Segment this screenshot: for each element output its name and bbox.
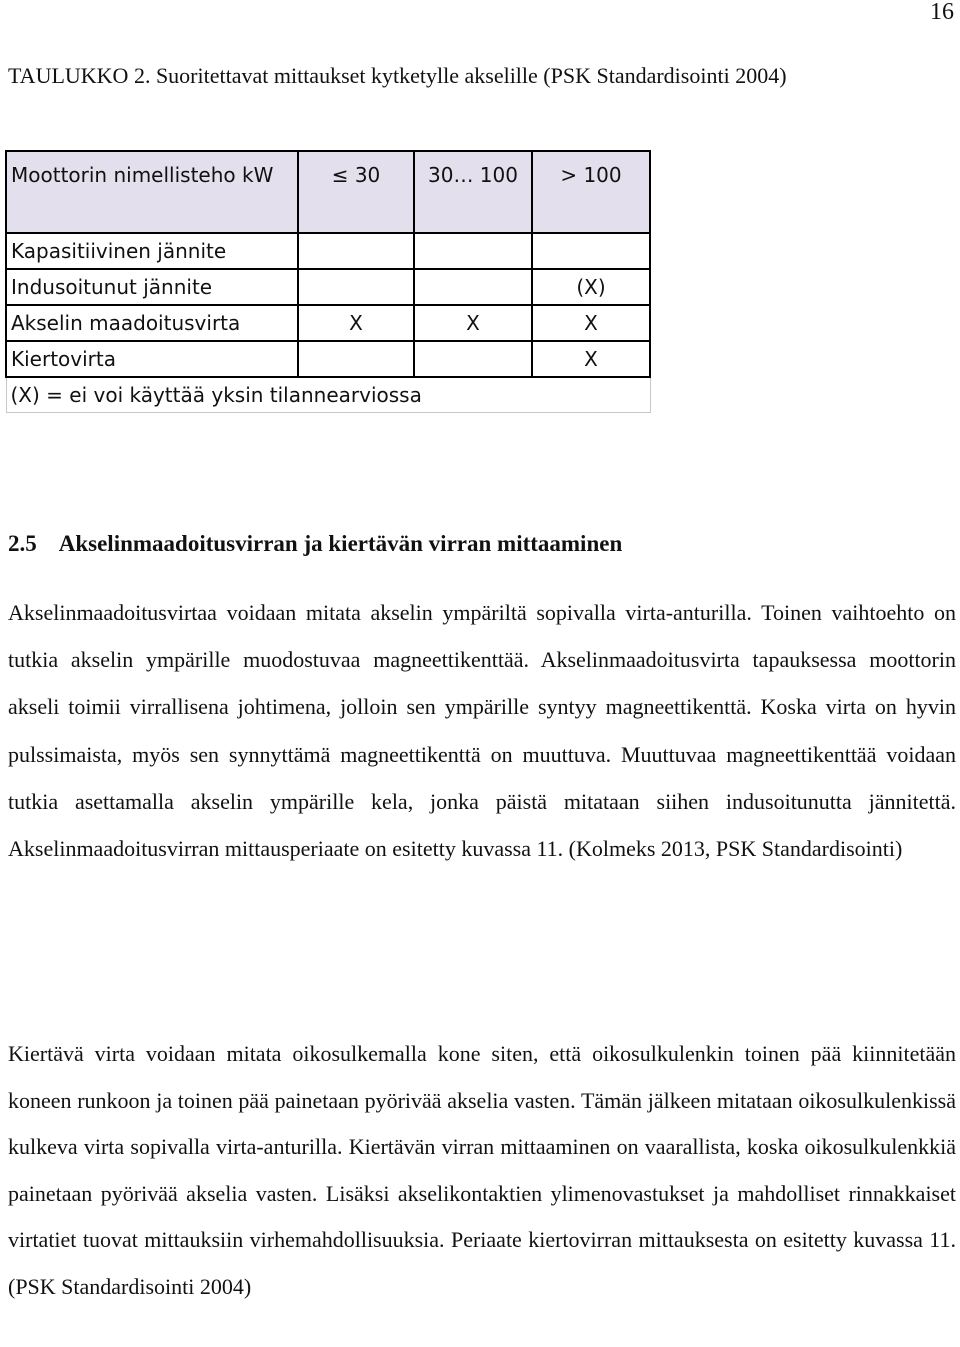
table-cell	[532, 233, 650, 269]
page-number: 16	[930, 0, 954, 25]
paragraph: Kiertävä virta voidaan mitata oikosulkemalla kone siten, että oikosulkulenkin toinen pää kiinnitetään koneen runkoon ja toinen pää painetaan pyörivää akselia vasten. Tämän jälkeen mitataan oikosulkulenkissä kulkeva virta sopivalla virta-anturilla. Kiertävän virran mittaaminen on vaarallista, koska oikosulkulenkkiä painetaan pyörivää akselia vasten. Lisäksi akselikontaktien ylimenovastukset ja mahdolliset rinnakkaiset virtatiet tuovat mittauksiin virhemahdollisuuksia. Periaate kiertovirran mittauksesta on esitetty kuvassa 11. (PSK Standardisointi 2004)	[8, 1041, 956, 1299]
section-title: Akselinmaadoitusvirran ja kiertävän virran mittaaminen	[58, 531, 623, 556]
table-caption: TAULUKKO 2. Suoritettavat mittaukset kytketylle akselille (PSK Standardisointi 2004)	[8, 63, 787, 88]
row-label-cell: Akselin maadoitusvirta	[6, 305, 298, 341]
header-label-cell: Moottorin nimellisteho kW	[6, 151, 298, 233]
table-cell	[298, 269, 414, 305]
table-cell: X	[532, 341, 650, 377]
table-cell: X	[298, 305, 414, 341]
table-header-row	[6, 151, 650, 233]
table-cell: X	[532, 305, 650, 341]
header-cell-power-30-100: 30… 100	[414, 151, 532, 233]
table-cell	[414, 341, 532, 377]
table-row	[6, 269, 650, 305]
measurements-table	[5, 150, 651, 413]
table-row	[6, 341, 650, 377]
header-cell-power-gt-100: > 100	[532, 151, 650, 233]
table-cell: X	[414, 305, 532, 341]
section-number: 2.5	[8, 531, 37, 556]
header-cell-power-le-30: ≤ 30	[298, 151, 414, 233]
table-cell	[298, 233, 414, 269]
paragraph: Akselinmaadoitusvirtaa voidaan mitata akselin ympäriltä sopivalla virta-anturilla. Toinen vaihtoehto on tutkia akselin ympärille muodostuvaa magneettikenttää. Akselinmaadoitusvirta tapauksessa moottorin akseli toimii virrallisena johtimena, jolloin sen ympärille syntyy magneettikenttä. Koska virta on hyvin pulssimaista, myös sen synnyttämä magneettikenttä on muuttuva. Muuttuvaa magneettikenttää voidaan tutkia asettamalla akselin ympärille kela, jonka päistä mitataan siihen indusoitunutta jännitettä. Akselinmaadoitusvirran mittausperiaate on esitetty kuvassa 11. (Kolmeks 2013, PSK Standardisointi)	[8, 600, 956, 862]
row-label-cell: Kiertovirta	[6, 341, 298, 377]
row-label-cell: Kapasitiivinen jännite	[6, 233, 298, 269]
table-note: (X) = ei voi käyttää yksin tilannearviossa	[6, 377, 650, 413]
table-cell	[298, 341, 414, 377]
table-note-row	[6, 377, 650, 413]
section-heading	[8, 524, 622, 564]
row-label-cell: Indusoitunut jännite	[6, 269, 298, 305]
table-cell	[414, 269, 532, 305]
table-row	[6, 305, 650, 341]
table-cell: (X)	[532, 269, 650, 305]
table-row	[6, 233, 650, 269]
table-cell	[414, 233, 532, 269]
